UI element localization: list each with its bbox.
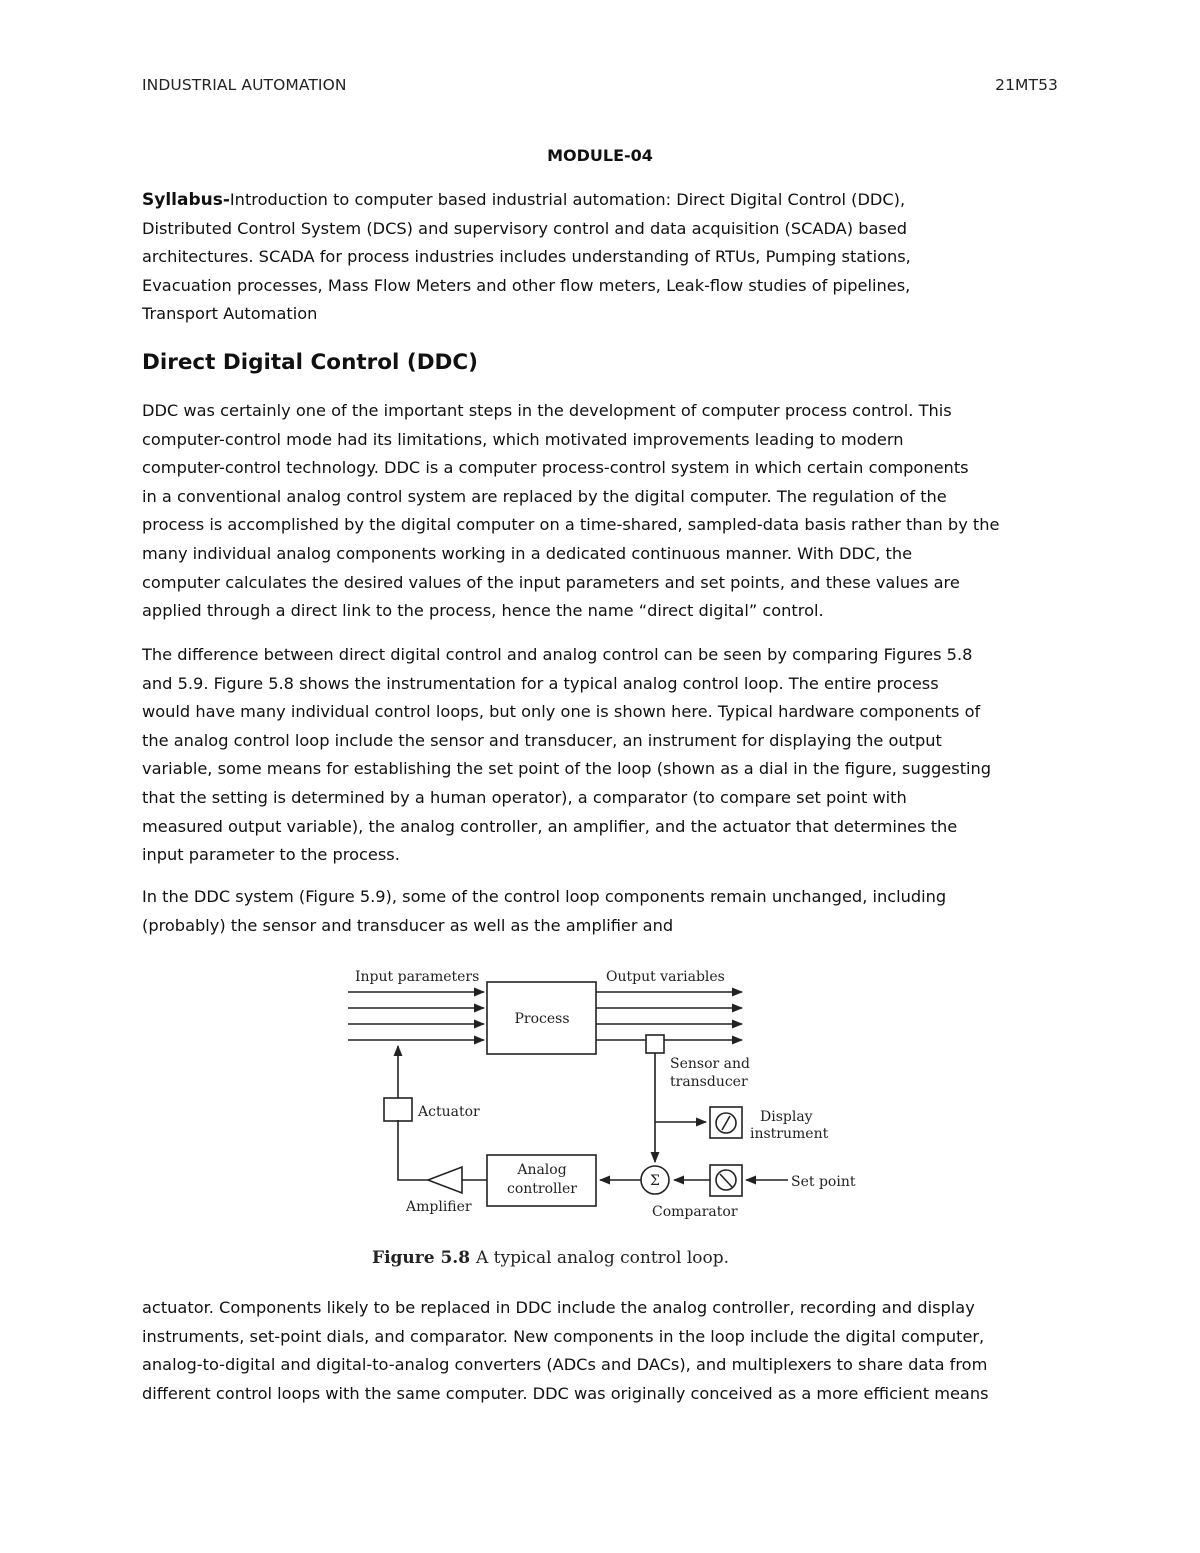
label-input-parameters: Input parameters: [355, 969, 480, 985]
paragraph-ddc-intro: [142, 397, 1062, 626]
figure-caption-number: Figure 5.8: [372, 1248, 471, 1268]
paragraph-line: computer-control mode had its limitations, which motivated improvements leading to modern: [142, 429, 904, 449]
paragraph-line: process is accomplished by the digital computer on a time-shared, sampled-data basis rather than by the: [142, 515, 1000, 535]
syllabus-line: Evacuation processes, Mass Flow Meters and other flow meters, Leak-flow studies of pipelines,: [142, 275, 911, 295]
label-process: Process: [514, 1011, 570, 1027]
figure-analog-control-loop: [340, 958, 870, 1278]
set-point-dial-mark: [720, 1174, 732, 1187]
paragraph-line: applied through a direct link to the process, hence the name “direct digital” control.: [142, 601, 824, 621]
syllabus-paragraph: [142, 186, 1062, 329]
paragraph-line: DDC was certainly one of the important steps in the development of computer process control. This: [142, 401, 952, 420]
paragraph-line: actuator. Components likely to be replaced in DDC include the analog controller, recording and display: [142, 1298, 975, 1317]
label-set-point: Set point: [791, 1174, 856, 1190]
header-course-code: 21MT53: [995, 76, 1058, 94]
syllabus-line: Distributed Control System (DCS) and supervisory control and data acquisition (SCADA) based: [142, 218, 908, 238]
paragraph-line: computer-control technology. DDC is a computer process-control system in which certain components: [142, 458, 969, 478]
control-loop-diagram: [340, 958, 870, 1278]
label-display-line2: instrument: [750, 1126, 829, 1142]
paragraph-line: variable, some means for establishing the set point of the loop (shown as a dial in the figure, suggesting: [142, 759, 992, 779]
syllabus-line: Transport Automation: [142, 304, 318, 324]
syllabus-line: architectures. SCADA for process industries includes understanding of RTUs, Pumping stations,: [142, 247, 911, 267]
paragraph-comparison: [142, 641, 1062, 870]
paragraph-line: measured output variable), the analog controller, an amplifier, and the actuator that determines the: [142, 816, 958, 836]
amplifier-to-actuator: [398, 1120, 428, 1180]
paragraph-line: would have many individual control loops, but only one is shown here. Typical hardware components of: [142, 702, 981, 722]
label-sensor-line1: Sensor and: [670, 1056, 750, 1072]
syllabus-line: Syllabus-Introduction to computer based industrial automation: Direct Digital Control (DDC),: [142, 190, 906, 210]
actuator-box: [384, 1098, 412, 1121]
paragraph-line: The difference between direct digital control and analog control can be seen by comparing Figures 5.8: [142, 645, 973, 664]
paragraph-line: instruments, set-point dials, and comparator. New components in the loop include the digital computer,: [142, 1326, 985, 1346]
paragraph-line: the analog control loop include the sensor and transducer, an instrument for displaying the output: [142, 730, 942, 750]
label-sensor-line2: transducer: [670, 1074, 748, 1090]
label-sigma: Σ: [650, 1173, 660, 1189]
paragraph-line: (probably) the sensor and transducer as well as the amplifier and: [142, 915, 674, 935]
label-amplifier: Amplifier: [406, 1199, 472, 1215]
label-actuator: Actuator: [418, 1104, 480, 1120]
paragraph-ddc-components: [142, 1294, 1062, 1408]
display-needle: [722, 1116, 730, 1130]
label-controller-line2: controller: [507, 1181, 577, 1197]
paragraph-line: analog-to-digital and digital-to-analog converters (ADCs and DACs), and multiplexers to share data from: [142, 1355, 988, 1375]
paragraph-line: in a conventional analog control system are replaced by the digital computer. The regulation of the: [142, 486, 947, 506]
label-output-variables: Output variables: [606, 969, 725, 985]
figure-caption-text: A typical analog control loop.: [476, 1248, 730, 1268]
syllabus-label: Syllabus-: [142, 190, 230, 210]
section-heading: Direct Digital Control (DDC): [142, 350, 479, 375]
label-controller-line1: Analog: [517, 1162, 567, 1178]
paragraph-line: and 5.9. Figure 5.8 shows the instrumentation for a typical analog control loop. The entire process: [142, 673, 939, 693]
paragraph-line: computer calculates the desired values of the input parameters and set points, and these values are: [142, 572, 960, 592]
paragraph-line: different control loops with the same computer. DDC was originally conceived as a more efficient means: [142, 1383, 989, 1403]
sensor-box: [646, 1035, 664, 1053]
paragraph-line: input parameter to the process.: [142, 845, 400, 865]
paragraph-line: that the setting is determined by a human operator), a comparator (to compare set point with: [142, 787, 907, 807]
header-course-title: INDUSTRIAL AUTOMATION: [142, 76, 347, 94]
paragraph-line: many individual analog components working in a dedicated continuous manner. With DDC, the: [142, 543, 913, 563]
label-display-line1: Display: [760, 1109, 813, 1125]
amplifier-triangle: [428, 1167, 462, 1193]
module-title: MODULE-04: [547, 146, 653, 165]
paragraph-ddc-system: [142, 883, 1062, 940]
label-comparator: Comparator: [652, 1204, 738, 1220]
paragraph-line: In the DDC system (Figure 5.9), some of the control loop components remain unchanged, including: [142, 887, 947, 906]
